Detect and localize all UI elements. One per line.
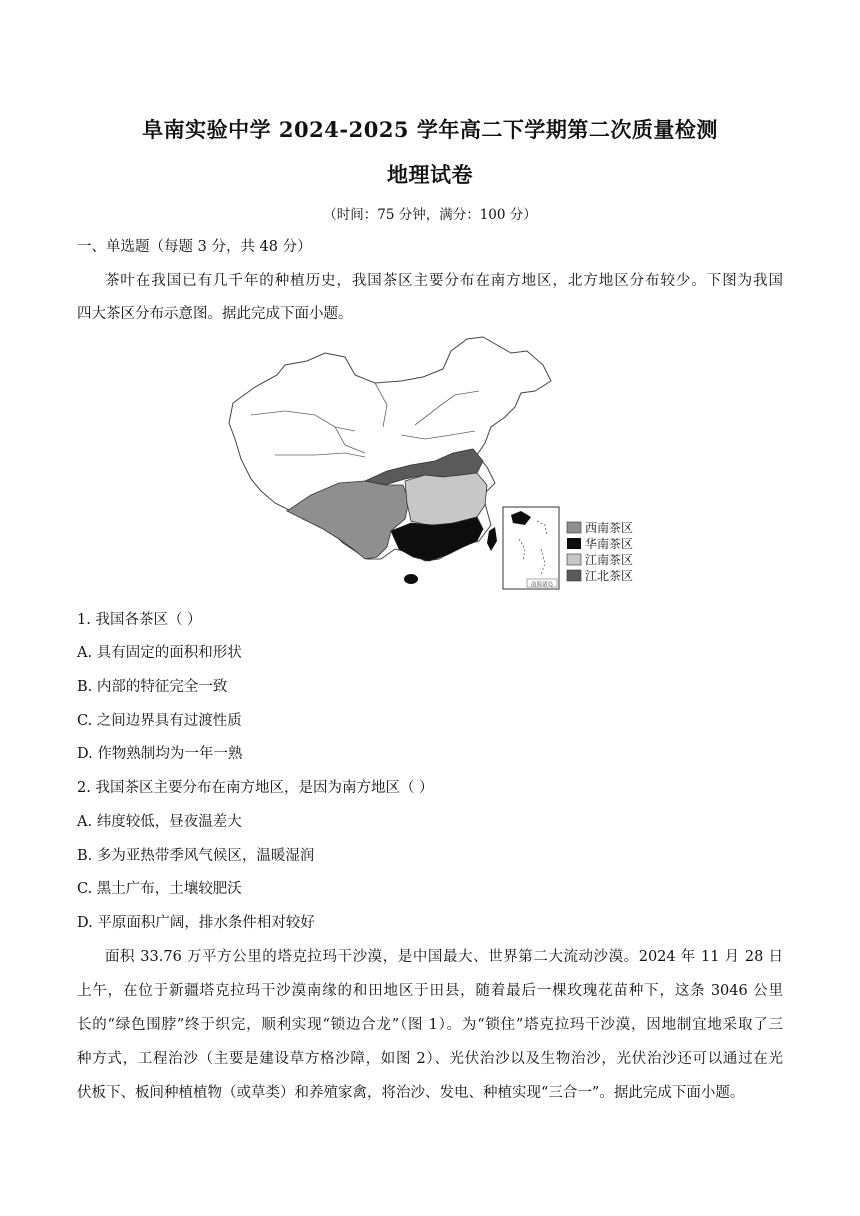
- q1-option-b: B. 内部的特征完全一致: [77, 679, 228, 695]
- q2-option-b: B. 多为亚热带季风气候区，温暖湿润: [77, 848, 315, 864]
- taiwan-island: [487, 527, 497, 551]
- q1-option-c: C. 之间边界具有过渡性质: [77, 713, 242, 729]
- jiangnan-region: [405, 473, 487, 525]
- q2-option-c: C. 黑土广布，土壤较肥沃: [77, 881, 242, 897]
- q1-stem: 1. 我国各茶区（ ）: [77, 612, 202, 628]
- exam-subtitle: 地理试卷: [387, 162, 473, 187]
- inset-label: 南海诸岛: [530, 582, 554, 588]
- intro-line-2: 四大茶区分布示意图。据此完成下面小题。: [77, 306, 353, 322]
- legend-jiangbei: 江北茶区: [585, 569, 634, 583]
- q2-option-a: A. 纬度较低，昼夜温差大: [77, 814, 242, 830]
- legend-southwest: 西南茶区: [585, 521, 634, 535]
- passage2-line-3: 长的“绿色围脖”终于织完，顺利实现“锁边合龙”（图 1）。为“锁住”塔克拉玛干沙漠，因地制宜地采取了三: [77, 1017, 783, 1033]
- south-china-sea-inset: [503, 507, 559, 589]
- passage2-line-1: 面积 33.76 万平方公里的塔克拉玛干沙漠，是中国最大、世界第二大流动沙漠。2024 年 11 月 28 日: [105, 949, 783, 965]
- legend-southchina: 华南茶区: [585, 537, 634, 551]
- passage2-line-5: 伏板下、板间种植植物（或草类）和养殖家禽，将治沙、发电、种植实现“三合一”。据此完成下面小题。: [77, 1085, 745, 1101]
- map-legend: [567, 520, 633, 583]
- legend-jiangnan: 江南茶区: [585, 553, 634, 567]
- hainan-island: [404, 574, 418, 584]
- passage2-line-4: 种方式，工程治沙（主要是建设草方格沙障，如图 2）、光伏治沙以及生物治沙，光伏治沙还可以通过在光: [77, 1051, 783, 1067]
- intro-line-1: 茶叶在我国已有几千年的种植历史，我国茶区主要分布在南方地区，北方地区分布较少。下图为我国: [105, 273, 783, 289]
- section-heading: 一、单选题（每题 3 分，共 48 分）: [77, 239, 312, 255]
- tea-region-map: [215, 335, 645, 593]
- passage2-line-2: 上午，在位于新疆塔克拉玛干沙漠南缘的和田地区于田县，随着最后一棵玫瑰花苗种下，这条 3046 公里: [77, 983, 783, 999]
- q2-stem: 2. 我国茶区主要分布在南方地区，是因为南方地区（ ）: [77, 780, 434, 796]
- q1-option-a: A. 具有固定的面积和形状: [77, 645, 242, 661]
- q2-option-d: D. 平原面积广阔，排水条件相对较好: [77, 915, 315, 931]
- exam-meta: （时间：75 分钟，满分：100 分）: [323, 207, 537, 223]
- q1-option-d: D. 作物熟制均为一年一熟: [77, 746, 243, 762]
- exam-title: 阜南实验中学 2024-2025 学年高二下学期第二次质量检测: [142, 117, 718, 142]
